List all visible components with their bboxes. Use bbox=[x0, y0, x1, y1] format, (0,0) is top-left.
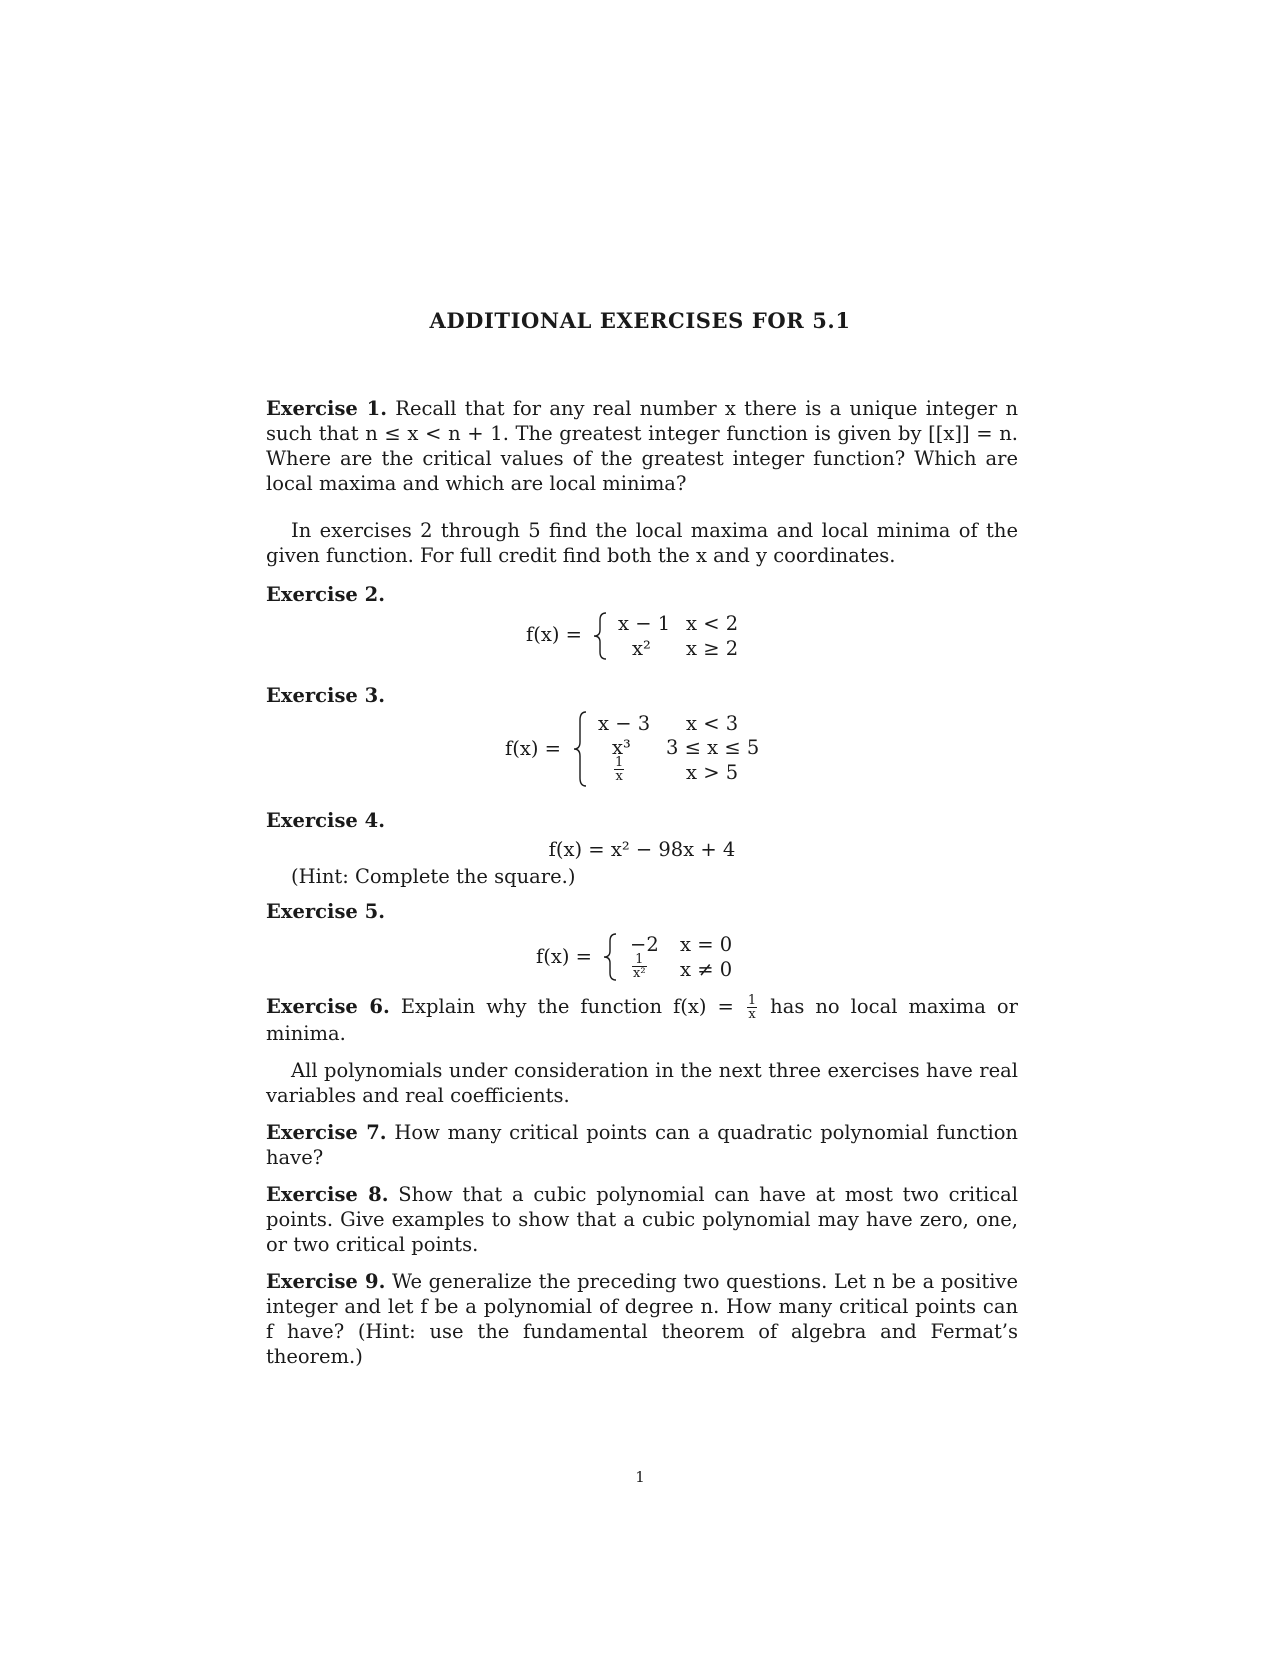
exercise-6-label: Exercise 6. bbox=[266, 995, 390, 1018]
exercise-5-lhs: f(x) = bbox=[536, 945, 592, 968]
exercise-4-label: Exercise 4. bbox=[266, 809, 385, 832]
exercise-4-hint: (Hint: Complete the square.) bbox=[291, 865, 576, 888]
exercise-3-label: Exercise 3. bbox=[266, 684, 385, 707]
exercise-2-formula bbox=[266, 607, 1018, 665]
intro-exercises-7-9: All polynomials under consideration in the next three exercises have real variables and real coefficients. bbox=[266, 1059, 1018, 1107]
exercise-5-case-2-cond: x ≠ 0 bbox=[680, 958, 733, 981]
page-number: 1 bbox=[635, 1468, 645, 1486]
exercise-5-case-2-expr bbox=[630, 953, 649, 980]
exercise-6-text-before: Explain why the function f(x) = bbox=[400, 995, 734, 1018]
exercise-6-text-after: has no local maxima or minima. bbox=[266, 995, 1018, 1045]
exercise-2-case-2-cond: x ≥ 2 bbox=[686, 637, 739, 660]
exercise-9-label: Exercise 9. bbox=[266, 1270, 386, 1293]
exercise-2-case-1-cond: x < 2 bbox=[686, 612, 739, 635]
exercise-7 bbox=[266, 1120, 1018, 1170]
exercise-6 bbox=[266, 994, 1018, 1046]
exercise-3-case-1-expr: x − 3 bbox=[598, 712, 651, 735]
exercise-5-case-1-cond: x = 0 bbox=[680, 933, 733, 956]
exercise-5-formula bbox=[266, 924, 1018, 986]
exercise-2-label: Exercise 2. bbox=[266, 583, 385, 606]
exercise-9-text: We generalize the preceding two questions. Let n be a positive integer and let f be a polynomial of degree n. How many critical points can f have? (Hint: use the fundamental theorem of algebra and Fermat’s theorem.) bbox=[266, 1270, 1018, 1368]
exercise-8 bbox=[266, 1182, 1018, 1257]
page-title: ADDITIONAL EXERCISES FOR 5.1 bbox=[429, 308, 851, 333]
exercise-5-case-1-expr: −2 bbox=[630, 933, 659, 956]
exercise-2-lhs: f(x) = bbox=[526, 623, 582, 646]
exercise-3-case-2-cond: 3 ≤ x ≤ 5 bbox=[666, 736, 760, 759]
exercise-2-case-2-expr: x² bbox=[632, 637, 651, 660]
fraction: $\frac{1}{x}$ bbox=[615, 755, 624, 784]
exercise-1 bbox=[266, 396, 1018, 496]
intro-exercises-2-5: In exercises 2 through 5 find the local maxima and local minima of the given function. For full credit find both the x and y coordinates. bbox=[266, 519, 1018, 567]
fraction: $\frac{1}{x}$ bbox=[747, 993, 757, 1022]
exercise-3-case-3-expr bbox=[612, 756, 626, 783]
exercise-7-label: Exercise 7. bbox=[266, 1121, 387, 1144]
exercise-8-text: Show that a cubic polynomial can have at most two critical points. Give examples to show that a cubic polynomial may have zero, one, or two critical points. bbox=[266, 1183, 1018, 1256]
exercise-7-text: How many critical points can a quadratic polynomial function have? bbox=[266, 1121, 1018, 1169]
exercise-3-formula bbox=[266, 708, 1018, 790]
exercise-9 bbox=[266, 1269, 1018, 1369]
exercise-3-case-3-cond: x > 5 bbox=[686, 761, 739, 784]
left-brace-icon bbox=[572, 710, 590, 788]
exercise-3-case-1-cond: x < 3 bbox=[686, 712, 739, 735]
exercise-3-case-2-expr: x³ bbox=[612, 736, 631, 759]
exercise-1-label: Exercise 1. bbox=[266, 397, 388, 420]
exercise-2-case-1-expr: x − 1 bbox=[618, 612, 671, 635]
left-brace-icon bbox=[602, 932, 620, 982]
exercise-1-text: Recall that for any real number x there is a unique integer n such that n ≤ x < n + 1. The greatest integer function is given by [[x]] = n. Where are the critical values of the greatest integer function? Which are local maxima and which are local minima? bbox=[266, 397, 1019, 495]
left-brace-icon bbox=[592, 611, 610, 661]
exercise-4-formula: f(x) = x² − 98x + 4 bbox=[548, 838, 736, 861]
fraction: $\frac{1}{\text{x²}}$ bbox=[633, 952, 646, 981]
exercise-3-lhs: f(x) = bbox=[505, 737, 561, 760]
exercise-8-label: Exercise 8. bbox=[266, 1183, 389, 1206]
exercise-5-label: Exercise 5. bbox=[266, 900, 385, 923]
document-body bbox=[266, 396, 1018, 1369]
